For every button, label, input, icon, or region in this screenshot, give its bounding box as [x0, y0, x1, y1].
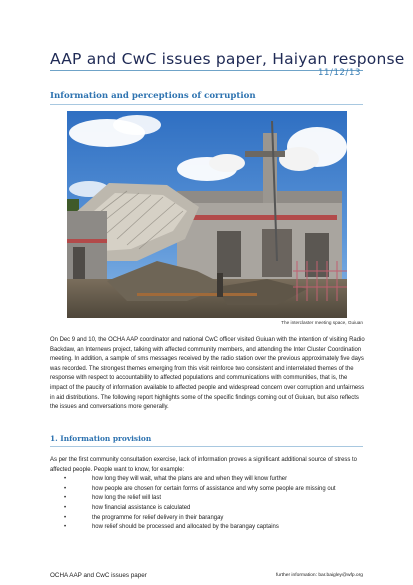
list-item: • how long the relief will last: [50, 494, 366, 504]
bullet-icon: •: [64, 514, 67, 521]
information-provision-section: [50, 456, 366, 533]
intro-text: On Dec 9 and 10, the OCHA AAP coordinator and national CwC officer visited Guiuan with the intention of visiting Radio Backdaw, an Internews project, talking with affected community members, and attending the Inter Cluster Coordination meeting. In addition, a sample of sms messages received by the radio station over the previous approximately five days was recorded. The strongest themes emerging from this visit reinforce two consistent and interrelated themes of the response with respect to accountability to affected populations and communications with communities, that is, the impact of the paucity of information available to affected people and widespread concern over corruption and unfairness in aid distributions. The following report highlights some of the specific findings coming out of Guiuan, but also reflects the issues and conversations more generally.: [50, 337, 365, 411]
document-date: 11/12/13: [318, 68, 361, 78]
list-item: • how people are chosen for certain forms of assistance and why some people are missing out: [50, 485, 366, 495]
section-heading: Information and perceptions of corruption: [50, 91, 256, 101]
photo-caption: The interclaster meeting space, Guiuan: [281, 320, 363, 325]
subsection-heading: 1. Information provision: [50, 434, 152, 443]
damaged-building-photo: [67, 111, 347, 318]
bullet-icon: •: [64, 495, 67, 502]
title-divider: [50, 70, 363, 71]
list-item: • how relief should be processed and allocated by the barangay captains: [50, 523, 366, 533]
footer-contact: further information: bar.baigley@wfp.org: [275, 573, 363, 578]
document-title: AAP and CwC issues paper, Haiyan response: [50, 50, 405, 68]
subsection-divider: [50, 446, 363, 447]
bullet-icon: •: [64, 476, 67, 483]
list-item: • the programme for relief delivery in their barangay: [50, 514, 366, 524]
bullet-icon: •: [64, 524, 67, 531]
list-item: • how long they will wait, what the plans are and when they will know further: [50, 475, 366, 485]
information-provision-text: As per the first community consultation exercise, lack of information proves a significant additional source of stress to affected people. People want to know, for example:: [50, 457, 357, 473]
intro-paragraph: [50, 336, 366, 413]
section-divider: [50, 104, 363, 105]
bullet-icon: •: [64, 485, 67, 492]
bullet-icon: •: [64, 504, 67, 511]
footer-title: OCHA AAP and CwC issues paper: [50, 572, 147, 579]
needs-bullet-list: [50, 475, 366, 533]
list-item: • how financial assistance is calculated: [50, 504, 366, 514]
